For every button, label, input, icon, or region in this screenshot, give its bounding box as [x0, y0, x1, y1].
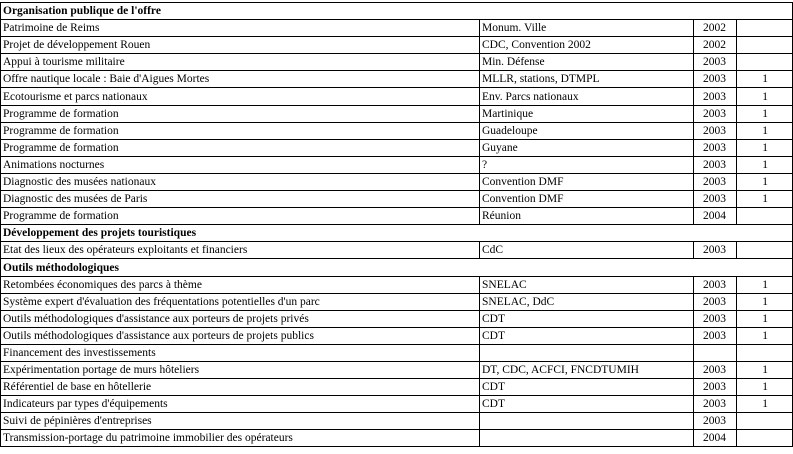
- partner-cell[interactable]: CdC: [480, 242, 694, 259]
- year-cell[interactable]: 2003: [694, 396, 737, 413]
- year-cell[interactable]: 2003: [694, 173, 737, 190]
- table-row: [1, 361, 793, 378]
- flag-cell[interactable]: 1: [737, 293, 793, 310]
- project-cell[interactable]: Projet de développement Rouen: [1, 37, 480, 54]
- table-row: [1, 293, 793, 310]
- table-row: [1, 344, 793, 361]
- year-cell[interactable]: 2003: [694, 293, 737, 310]
- partner-cell[interactable]: ?: [480, 156, 694, 173]
- table-row: [1, 20, 793, 37]
- project-cell[interactable]: Appui à tourisme militaire: [1, 54, 480, 71]
- flag-cell[interactable]: 1: [737, 361, 793, 378]
- year-cell[interactable]: 2003: [694, 156, 737, 173]
- partner-cell[interactable]: Réunion: [480, 208, 694, 225]
- year-cell[interactable]: 2004: [694, 208, 737, 225]
- partner-cell[interactable]: DT, CDC, ACFCI, FNCDTUMIH: [480, 361, 694, 378]
- year-cell[interactable]: 2002: [694, 37, 737, 54]
- project-cell[interactable]: Suivi de pépinières d'entreprises: [1, 413, 480, 430]
- table-row: [1, 208, 793, 225]
- project-cell[interactable]: Expérimentation portage de murs hôteliers: [1, 361, 480, 378]
- flag-cell[interactable]: [737, 413, 793, 430]
- flag-cell[interactable]: 1: [737, 396, 793, 413]
- project-cell[interactable]: Référentiel de base en hôtellerie: [1, 379, 480, 396]
- year-cell[interactable]: 2003: [694, 122, 737, 139]
- flag-cell[interactable]: 1: [737, 88, 793, 105]
- flag-cell[interactable]: 1: [737, 105, 793, 122]
- flag-cell[interactable]: 1: [737, 156, 793, 173]
- partner-cell[interactable]: [480, 413, 694, 430]
- table-row: [1, 139, 793, 156]
- flag-cell[interactable]: 1: [737, 191, 793, 208]
- year-cell[interactable]: 2002: [694, 20, 737, 37]
- projects-table: [0, 2, 793, 447]
- project-cell[interactable]: Programme de formation: [1, 105, 480, 122]
- project-cell[interactable]: Programme de formation: [1, 139, 480, 156]
- table-row: [1, 156, 793, 173]
- section-header-row: [1, 3, 793, 20]
- flag-cell[interactable]: [737, 344, 793, 361]
- project-cell[interactable]: Financement des investissements: [1, 344, 480, 361]
- flag-cell[interactable]: 1: [737, 173, 793, 190]
- table-row: [1, 310, 793, 327]
- table-row: [1, 276, 793, 293]
- year-cell[interactable]: [694, 344, 737, 361]
- partner-cell[interactable]: SNELAC, DdC: [480, 293, 694, 310]
- partner-cell[interactable]: CDC, Convention 2002: [480, 37, 694, 54]
- flag-cell[interactable]: [737, 208, 793, 225]
- flag-cell[interactable]: 1: [737, 310, 793, 327]
- year-cell[interactable]: 2003: [694, 361, 737, 378]
- flag-cell[interactable]: [737, 54, 793, 71]
- partner-cell[interactable]: Min. Défense: [480, 54, 694, 71]
- partner-cell[interactable]: CDT: [480, 396, 694, 413]
- year-cell[interactable]: 2003: [694, 191, 737, 208]
- projects-table-body: [1, 3, 793, 447]
- partner-cell[interactable]: Guyane: [480, 139, 694, 156]
- project-cell[interactable]: Transmission-portage du patrimoine immobilier des opérateurs: [1, 430, 480, 447]
- project-cell[interactable]: Animations nocturnes: [1, 156, 480, 173]
- section-title: Développement des projets touristiques: [1, 225, 793, 242]
- project-cell[interactable]: Etat des lieux des opérateurs exploitants et financiers: [1, 242, 480, 259]
- flag-cell[interactable]: 1: [737, 71, 793, 88]
- year-cell[interactable]: 2003: [694, 413, 737, 430]
- partner-cell[interactable]: CDT: [480, 327, 694, 344]
- year-cell[interactable]: 2003: [694, 310, 737, 327]
- partner-cell[interactable]: SNELAC: [480, 276, 694, 293]
- flag-cell[interactable]: 1: [737, 379, 793, 396]
- table-row: [1, 191, 793, 208]
- flag-cell[interactable]: 1: [737, 327, 793, 344]
- flag-cell[interactable]: [737, 430, 793, 447]
- year-cell[interactable]: 2003: [694, 139, 737, 156]
- section-title: Organisation publique de l'offre: [1, 3, 793, 20]
- year-cell[interactable]: 2004: [694, 430, 737, 447]
- table-row: [1, 242, 793, 259]
- table-row: [1, 327, 793, 344]
- flag-cell[interactable]: [737, 37, 793, 54]
- project-cell[interactable]: Patrimoine de Reims: [1, 20, 480, 37]
- table-row: [1, 105, 793, 122]
- year-cell[interactable]: 2003: [694, 71, 737, 88]
- flag-cell[interactable]: 1: [737, 122, 793, 139]
- project-cell[interactable]: Système expert d'évaluation des fréquentations potentielles d'un parc: [1, 293, 480, 310]
- flag-cell[interactable]: 1: [737, 139, 793, 156]
- table-row: [1, 413, 793, 430]
- partner-cell[interactable]: [480, 430, 694, 447]
- partner-cell[interactable]: [480, 344, 694, 361]
- section-title: Outils méthodologiques: [1, 259, 793, 276]
- flag-cell[interactable]: 1: [737, 276, 793, 293]
- section-header-row: [1, 225, 793, 242]
- partner-cell[interactable]: Convention DMF: [480, 173, 694, 190]
- project-cell[interactable]: Diagnostic des musées nationaux: [1, 173, 480, 190]
- partner-cell[interactable]: CDT: [480, 379, 694, 396]
- project-cell[interactable]: Programme de formation: [1, 208, 480, 225]
- project-cell[interactable]: Retombées économiques des parcs à thème: [1, 276, 480, 293]
- project-cell[interactable]: Outils méthodologiques d'assistance aux porteurs de projets publics: [1, 327, 480, 344]
- flag-cell[interactable]: [737, 20, 793, 37]
- section-header-row: [1, 259, 793, 276]
- table-row: [1, 88, 793, 105]
- partner-cell[interactable]: Env. Parcs nationaux: [480, 88, 694, 105]
- project-cell[interactable]: Offre nautique locale : Baie d'Aigues Mortes: [1, 71, 480, 88]
- project-cell[interactable]: Ecotourisme et parcs nationaux: [1, 88, 480, 105]
- year-cell[interactable]: 2003: [694, 54, 737, 71]
- year-cell[interactable]: 2003: [694, 379, 737, 396]
- year-cell[interactable]: 2003: [694, 88, 737, 105]
- table-row: [1, 122, 793, 139]
- table-row: [1, 71, 793, 88]
- partner-cell[interactable]: Monum. Ville: [480, 20, 694, 37]
- partner-cell[interactable]: Guadeloupe: [480, 122, 694, 139]
- partner-cell[interactable]: Convention DMF: [480, 191, 694, 208]
- year-cell[interactable]: 2003: [694, 327, 737, 344]
- table-row: [1, 54, 793, 71]
- table-row: [1, 37, 793, 54]
- year-cell[interactable]: 2003: [694, 242, 737, 259]
- partner-cell[interactable]: CDT: [480, 310, 694, 327]
- partner-cell[interactable]: MLLR, stations, DTMPL: [480, 71, 694, 88]
- year-cell[interactable]: 2003: [694, 276, 737, 293]
- project-cell[interactable]: Indicateurs par types d'équipements: [1, 396, 480, 413]
- table-row: [1, 173, 793, 190]
- year-cell[interactable]: 2003: [694, 105, 737, 122]
- table-row: [1, 430, 793, 447]
- project-cell[interactable]: Outils méthodologiques d'assistance aux porteurs de projets privés: [1, 310, 480, 327]
- table-row: [1, 396, 793, 413]
- flag-cell[interactable]: [737, 242, 793, 259]
- project-cell[interactable]: Programme de formation: [1, 122, 480, 139]
- project-cell[interactable]: Diagnostic des musées de Paris: [1, 191, 480, 208]
- table-row: [1, 379, 793, 396]
- partner-cell[interactable]: Martinique: [480, 105, 694, 122]
